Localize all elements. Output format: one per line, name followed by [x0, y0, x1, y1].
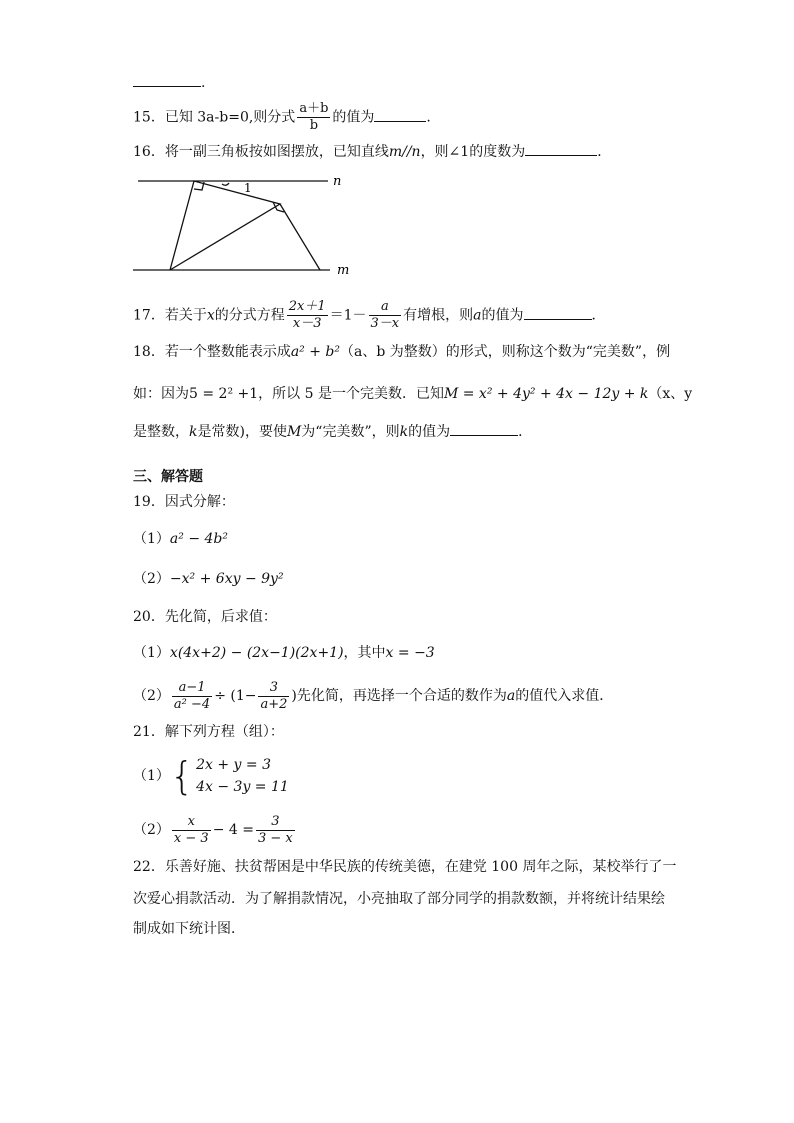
question-18-line-2: 如：因为5 = 2² +1，所以 5 是一个完美数．已知M = x² + 4y² + 4x − 12y + k（x、y — [133, 386, 693, 402]
q18-number: 18 — [133, 344, 151, 360]
question-15: 15．已知 3a-b=0,则分式 $\frac{a+b}{b}$ 的值为 . — [133, 101, 431, 133]
q21-part-2: （2） $\frac{x}{x - 3}$ − 4 = $\frac{3}{3 - x}$ — [133, 813, 293, 846]
q15-blank — [374, 107, 426, 122]
label-n: n — [333, 174, 342, 189]
q16-parallel: m//n — [388, 144, 421, 160]
q14-answer-line: . — [133, 72, 205, 93]
q17-blank — [524, 305, 592, 320]
label-angle-1: 1 — [244, 181, 252, 195]
q17-fraction-2: $\frac{a}{3-x}$ — [370, 299, 400, 331]
question-22-line-3: 制成如下统计图． — [133, 921, 245, 937]
q15-frac-den: b — [309, 118, 319, 133]
q16-text-a: ．将一副三角板按如图摆放，已知直线 — [150, 144, 389, 160]
triangle-30-60 — [280, 204, 320, 270]
q17-number: 17 — [133, 307, 151, 324]
q19-part-2: （2）−x² + 6xy − 9y² — [133, 571, 284, 587]
question-17: 17．若关于x的分式方程 $\frac{2x+1}{x-3}$ ＝1－ $\frac{a}{3-x}$ 有增根，则a的值为 ． — [133, 299, 606, 331]
q16-figure — [130, 172, 360, 282]
q21-fraction-2: $\frac{3}{3 - x}$ — [257, 813, 293, 846]
label-m: m — [337, 263, 350, 278]
section-3-title: 三、解答题 — [133, 469, 203, 485]
q18-blank — [450, 421, 518, 436]
q15-number: 15 — [133, 109, 151, 126]
question-22-line-1: 22．乐善好施、扶贫帮困是中华民族的传统美德，在建党 100 周年之际，某校举行了一 — [133, 859, 677, 875]
question-19: 19．因式分解： — [133, 494, 235, 510]
question-22-line-2: 次爱心捐款活动．为了解捐款情况，小亮抽取了部分同学的捐款数额，并将统计结果绘 — [133, 891, 665, 907]
q16-text-b: ，则∠1的度数为 — [420, 144, 526, 160]
q21-part-1: （1）{ 2x + y = 3 4x − 3y = 11 — [133, 754, 289, 798]
q14-blank — [133, 72, 201, 87]
q15-fraction — [297, 101, 330, 134]
q15-text-b: 的值为 — [332, 109, 375, 126]
triangle-45 — [170, 181, 280, 270]
q16-blank — [525, 141, 597, 156]
question-18-line-3: 是整数，k是常数)，要使M为“完美数”，则k的值为 ． — [133, 421, 532, 442]
question-21: 21．解下列方程（组）： — [133, 724, 284, 740]
q20-part-2: （2） $\frac{a-1}{\text{a² −4}}$ ÷ (1− $\frac{3}{a+2}$ )先化简，再选择一个合适的数作为a的值代入求值． — [133, 679, 614, 712]
angle-1-arc — [222, 183, 229, 185]
system-brace: { — [169, 754, 195, 798]
q16-number: 16 — [133, 144, 151, 160]
q20-fraction-1: $\frac{a-1}{\text{a² −4}}$ — [173, 679, 211, 712]
q19-part-1: （1）a² − 4b² — [133, 531, 228, 547]
equation-system: 2x + y = 3 4x − 3y = 11 — [196, 757, 289, 795]
question-20: 20．先化简，后求值： — [133, 609, 277, 625]
q20-part-1: （1）x(4x+2) − (2x−1)(2x+1)，其中x = −3 — [133, 645, 435, 661]
q17-fraction-1: $\frac{2x+1}{x-3}$ — [288, 299, 326, 331]
question-18-line-1: 18．若一个整数能表示成a² + b²（a、b 为整数）的形式，则称这个数为“完美数”，例 — [133, 344, 671, 360]
q21-fraction-1: $\frac{x}{x - 3}$ — [173, 813, 209, 846]
question-16: 16．将一副三角板按如图摆放，已知直线m//n，则∠1的度数为 ． — [133, 141, 611, 162]
q15-frac-num: a＋b — [299, 101, 329, 116]
q20-fraction-2: $\frac{3}{a+2}$ — [260, 679, 288, 712]
q15-text-a: ．已知 3a-b=0,则分式 — [150, 109, 296, 126]
